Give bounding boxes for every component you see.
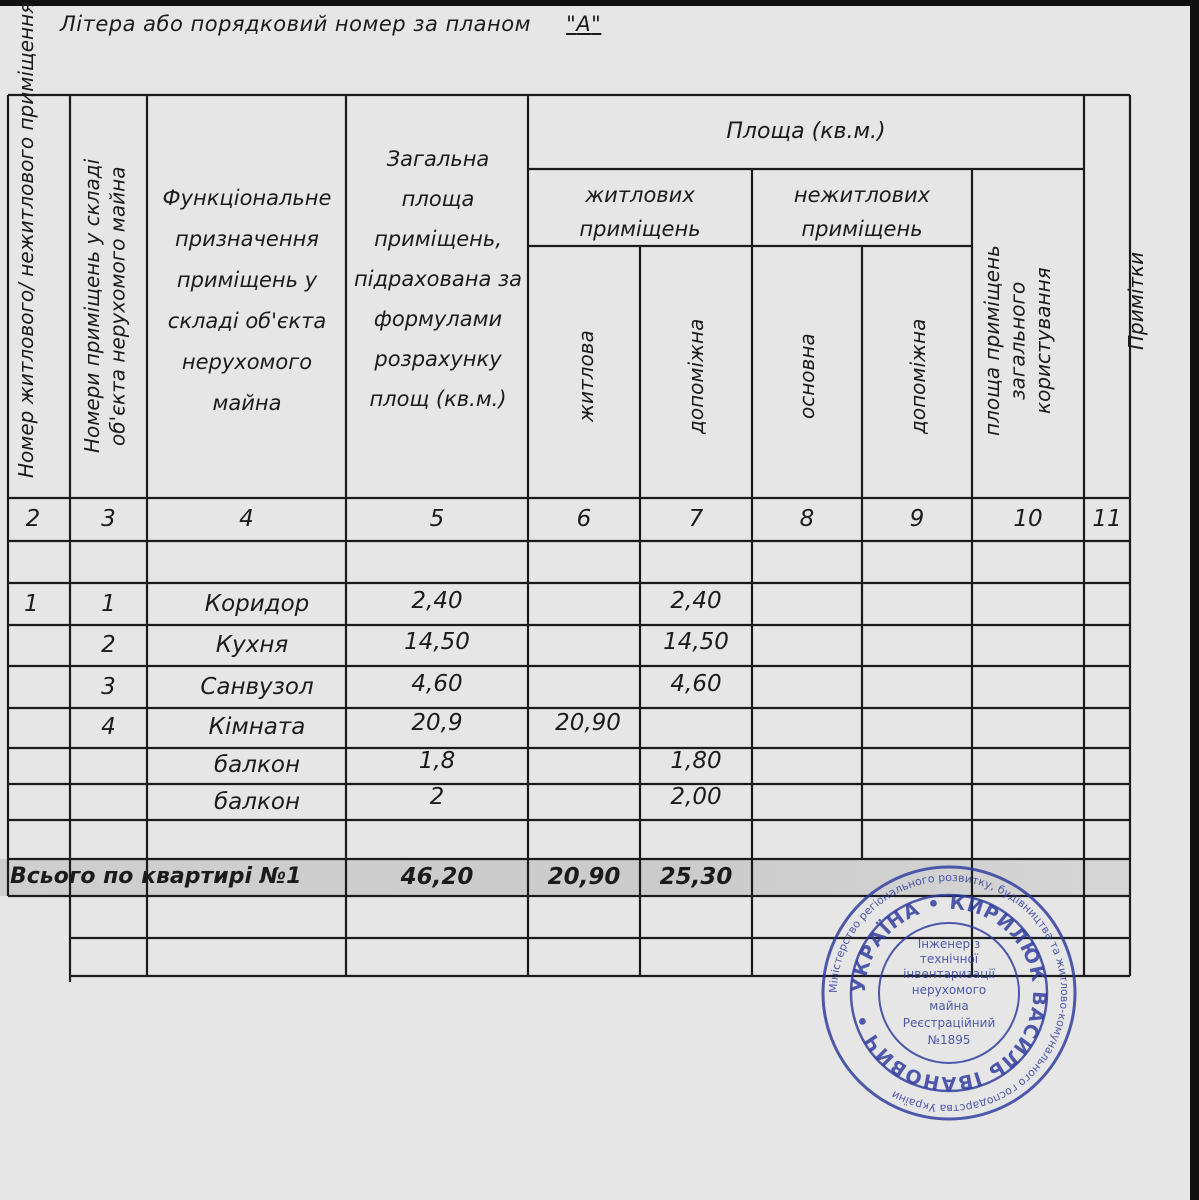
col-header-area-group: Площа (кв.м.): [726, 119, 886, 144]
col-header-residential-group: житлових приміщень: [579, 183, 701, 241]
col-header-function: Функціональне призначення приміщень у складі об'єкта нерухомого майна: [162, 186, 332, 415]
row1-total: 2,40: [411, 588, 463, 614]
row6-total: 2: [429, 784, 445, 810]
stamp-line-2: технічної: [919, 952, 979, 966]
row5-aux: 1,80: [670, 748, 722, 774]
total-area: 46,20: [400, 864, 474, 890]
col-header-room-numbers: Номери приміщень у складі об'єкта нерухомого майна: [80, 158, 130, 454]
row3-name: Санвузол: [200, 674, 314, 700]
row1-apartment: 1: [24, 591, 39, 617]
total-living: 20,90: [547, 864, 621, 890]
row2-total: 14,50: [404, 629, 470, 655]
colnum-11: 11: [1092, 506, 1122, 532]
row1-room: 1: [101, 591, 116, 617]
colnum-10: 10: [1013, 506, 1043, 532]
colnum-4: 4: [239, 506, 254, 532]
total-label: Всього по квартирі №1: [10, 864, 302, 889]
stamp-outer-text: Міністерство регіонального розвитку, будівництва та житлово-комунального господарства України: [826, 870, 1072, 1116]
row2-name: Кухня: [215, 632, 289, 658]
row2-aux: 14,50: [663, 629, 729, 655]
stamp-line-3: інвентаризації: [903, 967, 995, 981]
col-header-main-nonresidential: основна: [795, 333, 819, 419]
stamp-ring-text: УКРАЇНА • КИРИЛЮК ВАСИЛЬ ІВАНОВИЧ •: [847, 891, 1051, 1095]
row3-room: 3: [101, 674, 116, 700]
stamp-line-4: нерухомого: [911, 983, 987, 997]
row6-name: балкон: [214, 789, 300, 815]
colnum-9: 9: [909, 506, 925, 532]
stamp-line-6: Реєстраційний: [902, 1016, 996, 1030]
official-stamp: [818, 862, 1080, 1124]
row2-room: 2: [101, 632, 116, 658]
row3-total: 4,60: [411, 671, 463, 697]
col-header-aux-residential: допоміжна: [684, 318, 708, 434]
row3-aux: 4,60: [670, 671, 722, 697]
colnum-3: 3: [101, 506, 116, 532]
inventory-sheet: [0, 1, 1190, 1200]
litera-close-quote: ": [591, 12, 602, 36]
col-header-common-area: площа приміщень загального користування: [980, 245, 1056, 437]
stamp-line-1: Інженер з: [917, 937, 981, 951]
litera-open-quote: ": [566, 12, 577, 36]
row4-living: 20,90: [555, 710, 621, 736]
row4-total: 20,9: [411, 710, 463, 736]
colnum-8: 8: [799, 506, 815, 532]
colnum-7: 7: [688, 506, 704, 532]
col-header-living: житлова: [574, 330, 598, 422]
row5-total: 1,8: [418, 748, 456, 774]
col-header-total-area: Загальна площа приміщень, підрахована за формулами розрахунку площ (кв.м.): [353, 147, 523, 411]
litera-label: Літера або порядковий номер за планом: [60, 12, 531, 36]
colnum-5: 5: [429, 506, 445, 532]
stamp-line-7: №1895: [927, 1033, 971, 1047]
row5-name: балкон: [214, 752, 300, 778]
row1-name: Коридор: [204, 591, 310, 617]
row4-name: Кімната: [208, 714, 306, 740]
stamp-line-5: майна: [929, 999, 969, 1013]
row1-aux: 2,40: [670, 588, 722, 614]
colnum-2: 2: [25, 506, 41, 532]
total-aux: 25,30: [659, 864, 733, 890]
litera-value: А: [576, 12, 592, 36]
col-header-apartment-number: Номер житлового/ нежитлового приміщення: [14, 1, 38, 478]
col-header-nonresidential-group: нежитлових приміщень: [793, 183, 931, 241]
col-header-aux-nonresidential: допоміжна: [906, 318, 930, 434]
col-header-notes: Примітки: [1124, 251, 1148, 351]
row6-aux: 2,00: [670, 784, 722, 810]
colnum-6: 6: [576, 506, 592, 532]
row4-room: 4: [101, 714, 116, 740]
